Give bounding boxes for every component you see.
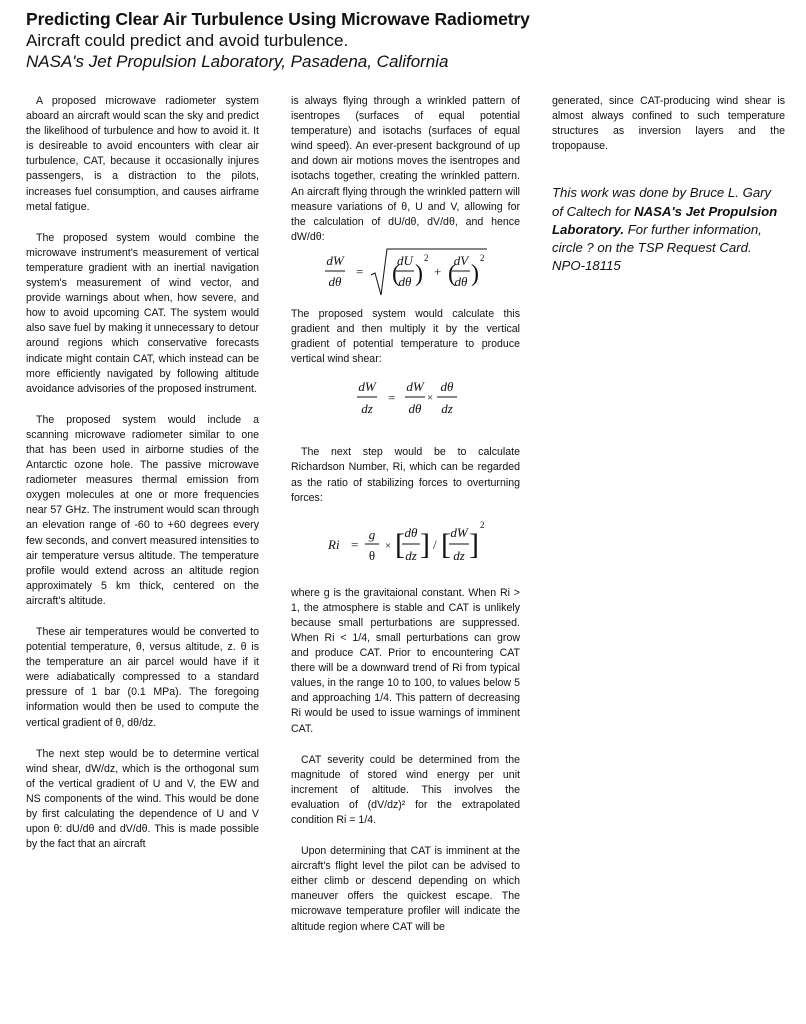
svg-text:[: [	[441, 527, 451, 561]
credit-text-b: For further information, circle ? on the TSP Request Card.	[552, 221, 762, 255]
eq3-num-g: g	[368, 526, 376, 542]
paragraph-system: The proposed system would combine the microwave instrument's measurement of vertical temperature gradient with an inertial navigation system's measurement of wind vector, and provide warnings about when, how severe, and how to avoid upcoming CAT. The system would also save fuel by making it unnecessary to detour around regions which conservative forecasts indicate might contain CAT, which instead can be more efficiently navigated by following altitude avoidance advisories of the proposed instrument.	[26, 231, 259, 395]
svg-text:[: [	[395, 527, 405, 561]
reference-number: NPO-18115	[552, 258, 621, 274]
eq2-equals: =	[388, 390, 396, 406]
equation-3-svg	[291, 506, 520, 586]
eq3-square: 2	[480, 519, 485, 530]
eq3-slash: /	[433, 536, 437, 552]
eq1-square-u: 2	[424, 252, 429, 263]
eq2-num-dw: dW	[358, 379, 376, 395]
eq1-plus: +	[434, 263, 442, 279]
paragraph-conclusion: generated, since CAT-producing wind shear is almost always confined to such temperature structures as inversion layers and the tropopause.	[552, 95, 785, 153]
eq1-square-v: 2	[480, 252, 485, 263]
eq1-den-dtheta: dθ	[328, 273, 342, 289]
eq3-den-dz: dz	[405, 547, 417, 563]
svg-text:]: ]	[420, 527, 430, 561]
equation-dw-dz	[291, 367, 520, 435]
paragraph-isentropes: is always flying through a wrinkled pattern of isentropes (surfaces of equal potential temperature) and isotachs (surfaces of equal wind speed). An ever-present background of up and down air motions moves the isentropes and isotachs together, creating the wrinkled pattern. An aircraft flying through the wrinkled pattern will measure variations of θ, U and V, allowing for the calculation of dU/dθ, dV/dθ, and hence dW/dθ:	[291, 95, 520, 243]
eq2-den-dtheta: dθ	[408, 401, 422, 417]
eq1-num-dv: dV	[453, 252, 469, 268]
article-title: Predicting Clear Air Turbulence Using Microwave Radiometry	[26, 9, 530, 29]
svg-text:(: (	[392, 260, 400, 287]
eq3-ri: Ri	[328, 536, 340, 552]
eq1-num-dw: dW	[326, 252, 344, 268]
column-3	[552, 94, 785, 275]
paragraph-radiometer: The proposed system would include a scanning microwave radiometer similar to one that has been used in airborne studies of the Antarctic ozone hole. The passive microwave radiometer measures thermal emission from oxygen molecules at one or more frequencies near 57 GHz. The instrument would scan through an elevation range of -60 to +60 degrees every few seconds, and convert measured intensities to air temperature versus altitude. The temperature profile would extend across an altitude region approximately 5 km thick, centered on the aircraft's altitude.	[26, 413, 259, 607]
credit-block	[552, 184, 785, 275]
paragraph-richardson: The next step would be to calculate Richardson Number, Ri, which can be regarded as the ratio of stabilizing forces to overturning forces:	[291, 446, 520, 504]
eq3-equals: =	[351, 536, 359, 552]
svg-text:): )	[471, 260, 479, 287]
eq2-den-dz: dz	[361, 401, 373, 417]
eq1-equals: =	[356, 263, 364, 279]
column-1	[26, 94, 259, 852]
paragraph-severity: CAT severity could be determined from the magnitude of stored wind energy per unit increment of altitude. This involves the evaluation of (dV/dz)² for the extrapolated condition Ri = 1/4.	[291, 753, 520, 826]
eq3-num-dtheta: dθ	[404, 524, 418, 540]
article-affiliation: NASA's Jet Propulsion Laboratory, Pasadena, California	[26, 52, 449, 71]
column-2	[291, 94, 520, 935]
eq3-num-dw: dW	[450, 524, 468, 540]
svg-text:]: ]	[469, 527, 479, 561]
eq1-den-dtheta-v: dθ	[454, 273, 468, 289]
svg-text:): )	[415, 260, 423, 287]
eq1-num-du: dU	[397, 252, 413, 268]
svg-text:(: (	[448, 260, 456, 287]
article-header	[26, 8, 786, 73]
paragraph-potential-temperature: These air temperatures would be converted to potential temperature, θ, versus altitude, z. θ is the temperature an air parcel would have if it were adiabatically compressed to a standard pressure of 1 bar (0.1 MPa). The foregoing information would then be used to compute the vertical gradient of θ, dθ/dz.	[26, 626, 259, 729]
article-subtitle: Aircraft could predict and avoid turbulence.	[26, 31, 349, 50]
eq2-den-dz-2: dz	[441, 401, 453, 417]
eq2-times: ×	[427, 392, 434, 405]
paragraph-wind-shear: The next step would be to determine vertical wind shear, dW/dz, which is the orthogonal sum of the vertical gradient of U and V, the EW and NS components of the wind. This would be done by first calculating the dependence of U and V upon θ: dU/dθ and dV/dθ. This is made possible by the fact that an aircraft	[26, 747, 259, 851]
paragraph-gradient: The proposed system would calculate this gradient and then multiply it by the vertical gradient of potential temperature to produce vertical wind shear:	[291, 307, 520, 366]
eq3-den-dz-2: dz	[453, 547, 465, 563]
equation-1-svg	[291, 245, 520, 307]
credit-text-a: This work was done by Bruce L. Gary of Caltech for	[552, 185, 772, 219]
equation-richardson	[291, 506, 520, 586]
equation-dw-dtheta	[291, 245, 520, 307]
eq2-num-dtheta: dθ	[440, 379, 454, 395]
equation-2-svg	[291, 367, 520, 435]
eq3-times: ×	[385, 539, 392, 552]
credit-lab: NASA's Jet Propulsion Laboratory.	[552, 203, 778, 237]
paragraph-avoidance: Upon determining that CAT is imminent at the aircraft's flight level the pilot can be advised to either climb or descend depending on which maneuver offers the quickest escape. The microwave temperature profiler will indicate the altitude region where CAT will be	[291, 845, 520, 933]
eq1-den-dtheta-u: dθ	[398, 273, 412, 289]
credit-text	[552, 184, 785, 257]
eq3-den-theta: θ	[368, 547, 376, 563]
paragraph-intro: A proposed microwave radiometer system aboard an aircraft would scan the sky and predict the likelihood of turbulence and how to avoid it. It is desireable to avoid encounters with clear air turbulence, CAT, because it occasionally injures passengers, is a distraction to the pilots, increases fuel consumption, and causes airframe metal fatigue.	[26, 95, 259, 213]
eq2-num-dw-2: dW	[406, 379, 424, 395]
paragraph-gravitational: where g is the gravitaional constant. When Ri > 1, the atmosphere is stable and CAT is unlikely because small perturbations are suppressed. When Ri < 1/4, small perturbations can grow and produce CAT. Prior to encountering CAT there will be a downward trend of Ri from typical values, in the range 10 to 100, to values below 5 and approaching 1/4. This pattern of decreasing Ri would be used to issue warnings of imminent CAT.	[291, 586, 520, 735]
